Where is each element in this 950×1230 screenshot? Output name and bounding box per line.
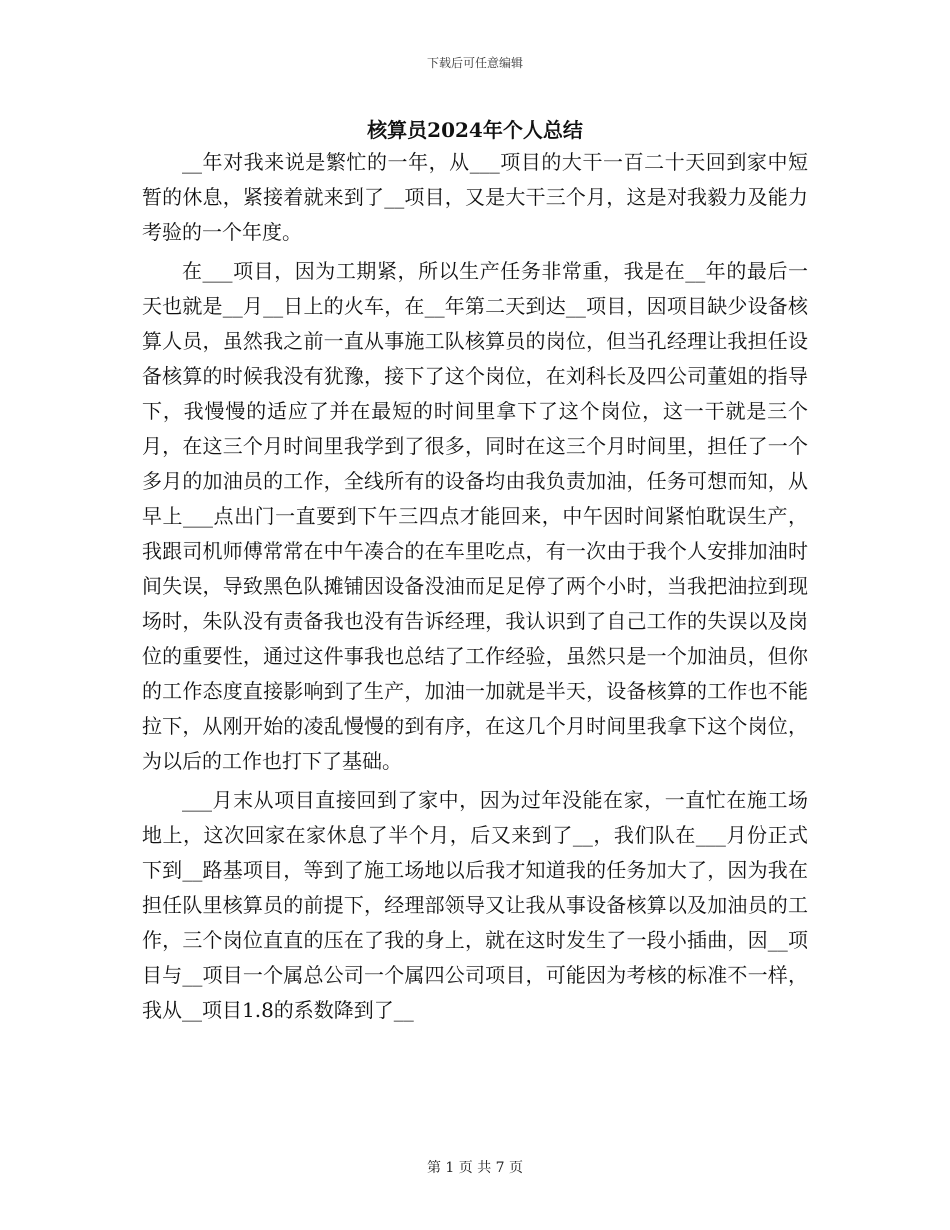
document-title: 核算员2024年个人总结 xyxy=(367,118,583,142)
document-body xyxy=(142,145,808,1032)
paragraph-2: 在___项目，因为工期紧，所以生产任务非常重，我是在__年的最后一天也就是__月__日上的火车，在__年第二天到达__项目，因项目缺少设备核算人员，虽然我之前一直从事施工队核算员的岗位，但当孔经理让我担任设备核算的时候我没有犹豫，接下了这个岗位，在刘科长及四公司董姐的指导下，我慢慢的适应了并在最短的时间里拿下了这个岗位，这一干就是三个月，在这三个月时间里我学到了很多，同时在这三个月时间里，担任了一个多月的加油员的工作，全线所有的设备均由我负责加油，任务可想而知，从早上___点出门一直要到下午三四点才能回来，中午因时间紧怕耽误生产，我跟司机师傅常常在中午凑合的在车里吃点，有一次由于我个人安排加油时间失误，导致黑色队摊铺因设备没油而足足停了两个小时，当我把油拉到现场时，朱队没有责备我也没有告诉经理，我认识到了自己工作的失误以及岗位的重要性，通过这件事我也总结了工作经验，虽然只是一个加油员，但你的工作态度直接影响到了生产，加油一加就是半天，设备核算的工作也不能拉下，从刚开始的凌乱慢慢的到有序，在这几个月时间里我拿下这个岗位，为以后的工作也打下了基础。 xyxy=(142,259,808,773)
paragraph-3: ___月末从项目直接回到了家中，因为过年没能在家，一直忙在施工场地上，这次回家在家休息了半个月，后又来到了__，我们队在___月份正式下到__路基项目，等到了施工场地以后我才知道我的任务加大了，因为我在担任队里核算员的前提下，经理部领导又让我从事设备核算以及加油员的工作，三个岗位直直的压在了我的身上，就在这时发生了一段小插曲，因__项目与__项目一个属总公司一个属四公司项目，可能因为考核的标准不一样，我从__项目1.8的系数降到了__ xyxy=(142,788,808,1022)
header-note: 下载后可任意编辑 xyxy=(426,56,523,70)
paragraph-1: __年对我来说是繁忙的一年，从___项目的大干一百二十天回到家中短暂的休息，紧接着就来到了__项目，又是大干三个月，这是对我毅力及能力考验的一个年度。 xyxy=(142,150,808,244)
page-number: 第 1 页 共 7 页 xyxy=(426,1160,524,1176)
